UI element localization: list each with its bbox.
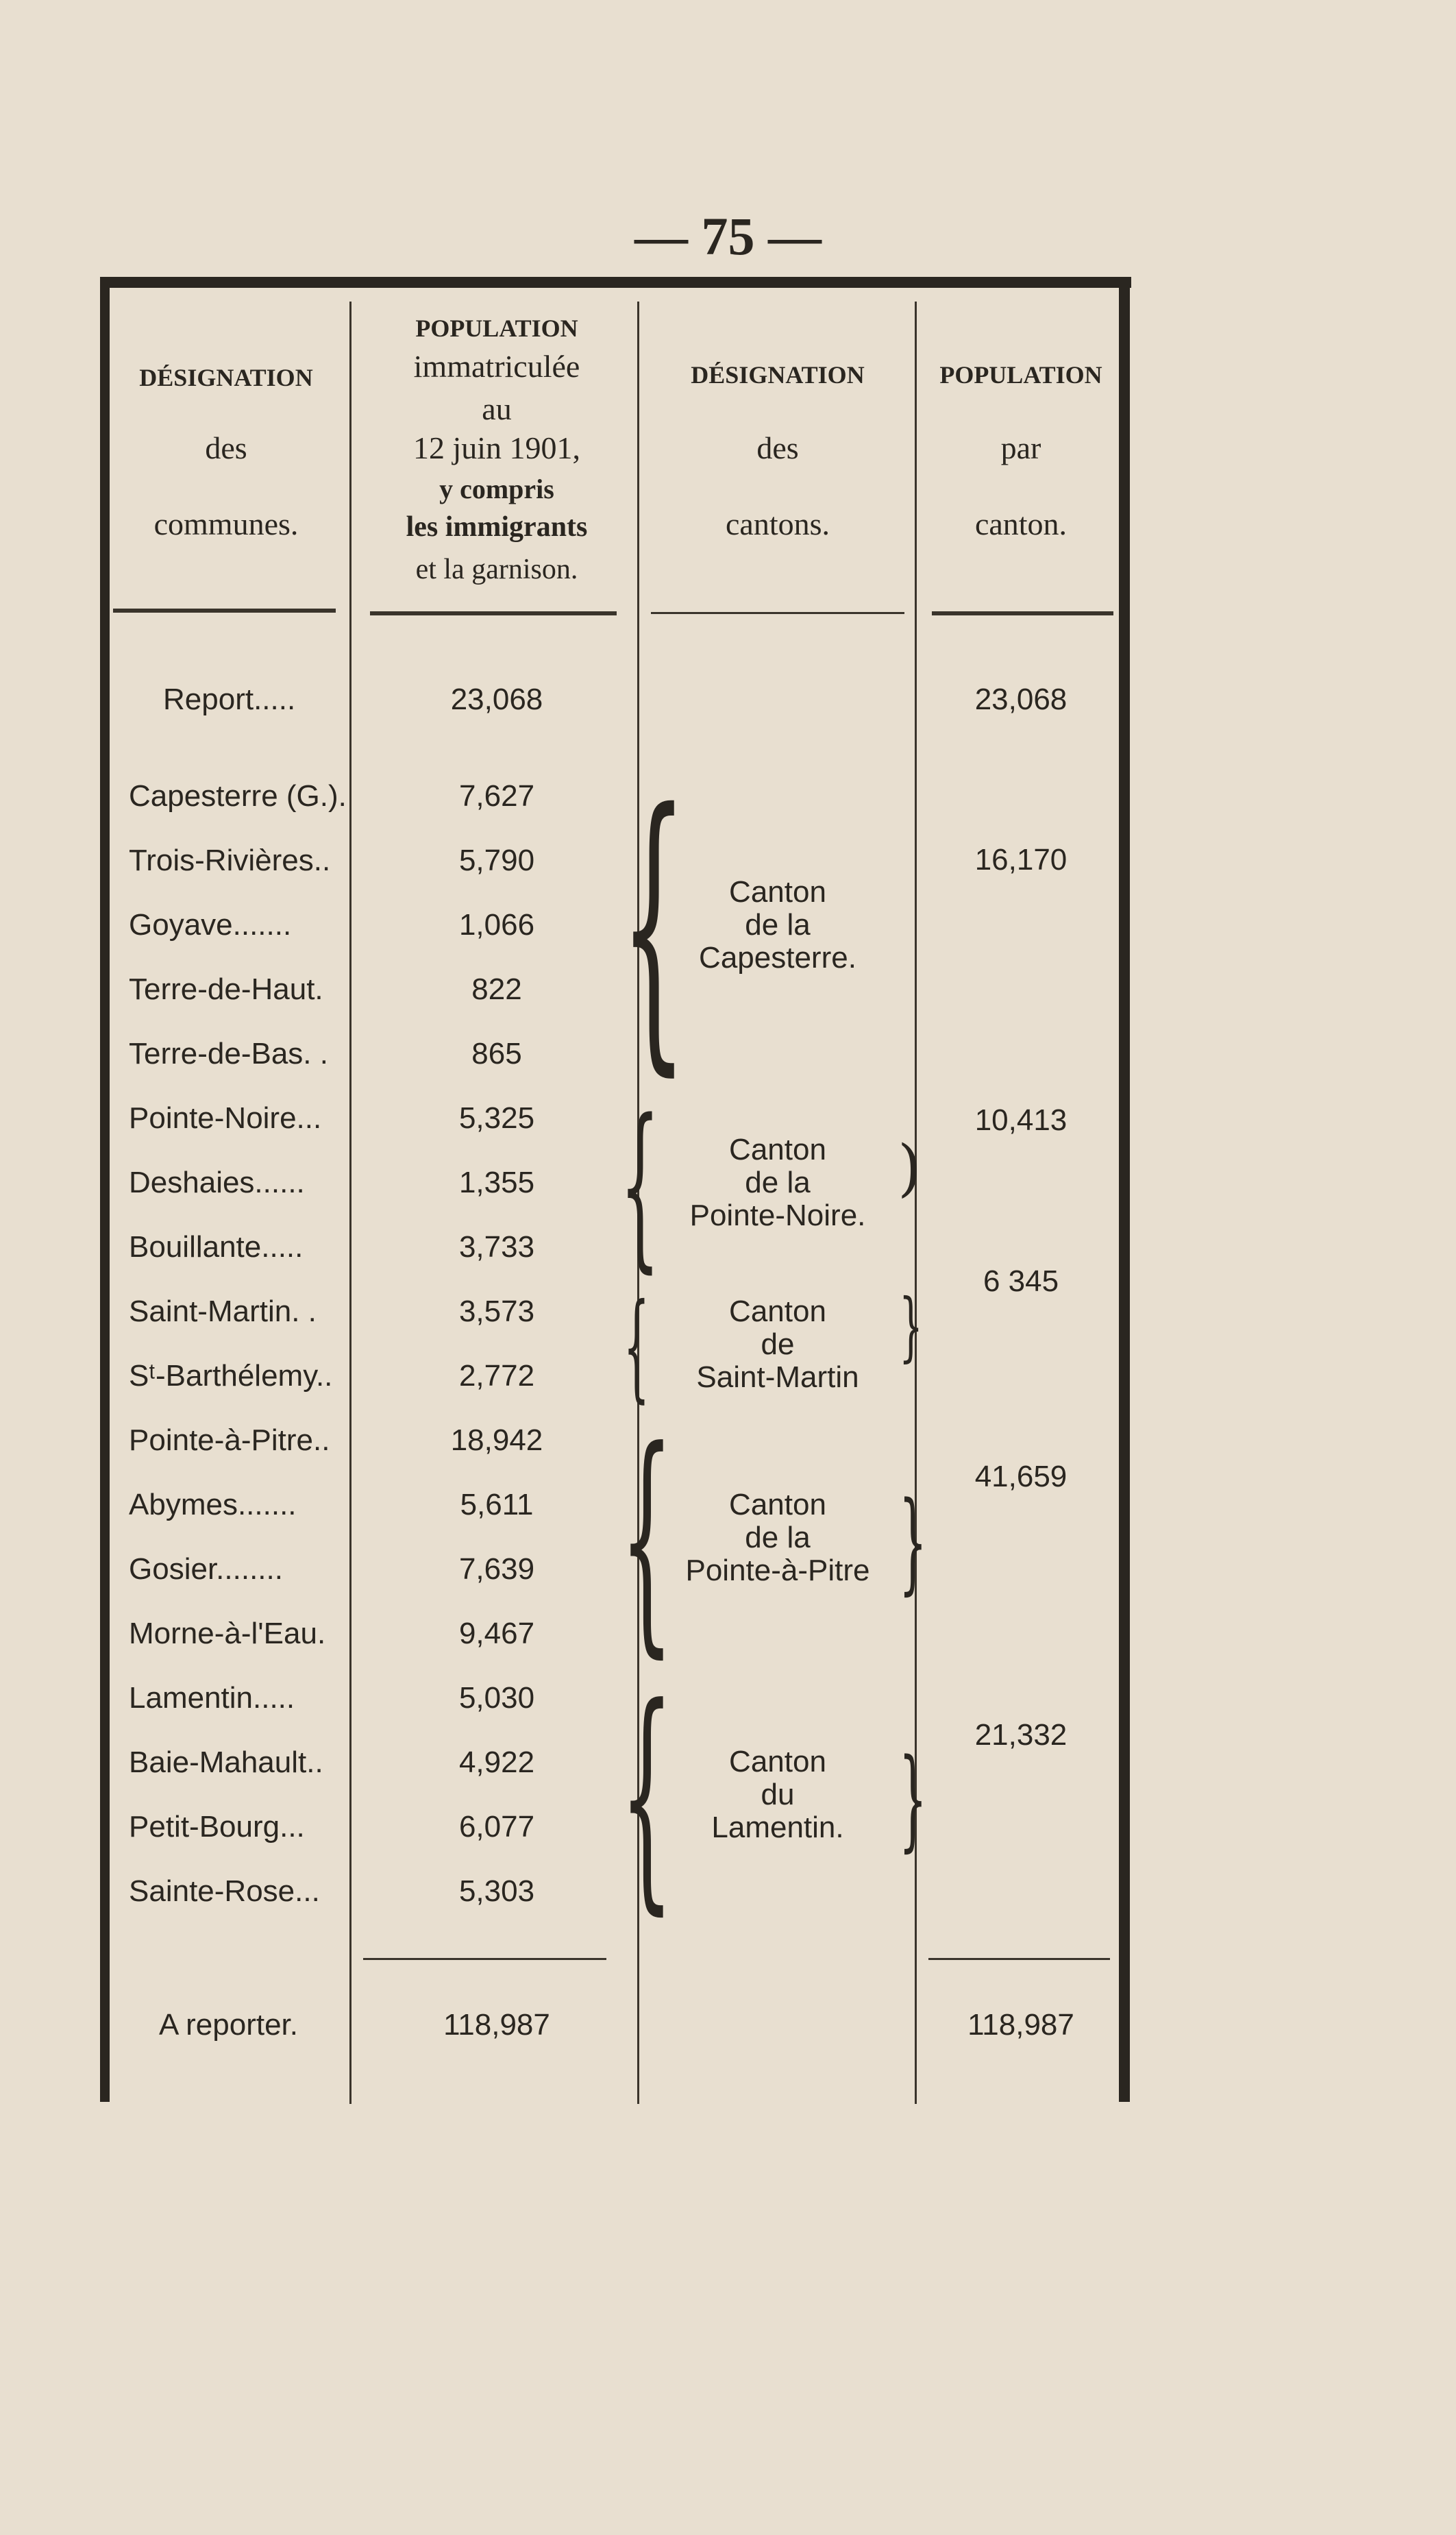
col-header-text: par: [1000, 430, 1041, 465]
table-cell-population: 7,639: [458, 1552, 535, 1586]
canton-label: Saint-Martin: [696, 1360, 859, 1394]
table-cell-population: 865: [471, 1037, 522, 1070]
brace-icon: }: [899, 1478, 927, 1606]
table-cell-population: 822: [471, 972, 522, 1006]
brace-icon: {: [620, 1656, 674, 1935]
table-cell-population: 3,573: [458, 1295, 535, 1328]
col-header-text: y compris: [439, 474, 554, 504]
report-total: 23,068: [974, 683, 1068, 716]
table-cell-population: 5,030: [458, 1681, 535, 1715]
table-row: Goyave.......: [129, 908, 292, 942]
table-cell-population: 5,611: [460, 1488, 534, 1521]
table-row: Baie-Mahault..: [129, 1746, 323, 1779]
col-header-text: les immigrants: [406, 511, 588, 543]
table-row: Petit-Bourg...: [129, 1810, 305, 1844]
table-row: Terre-de-Bas. .: [129, 1037, 328, 1070]
canton-total: 6 345: [983, 1264, 1059, 1298]
col-header-population-canton: POPULATION: [939, 361, 1102, 389]
table-row: Gosier........: [129, 1552, 283, 1586]
brace-icon: {: [620, 750, 687, 1101]
table-row: Bouillante.....: [129, 1230, 304, 1264]
table-row: Terre-de-Haut.: [129, 972, 323, 1006]
col-header-text: des: [756, 430, 799, 465]
col-header-text: canton.: [974, 506, 1068, 541]
col-header-text: 12 juin 1901,: [412, 430, 581, 465]
brace-icon: ): [898, 1132, 922, 1204]
header-rule: [651, 612, 904, 614]
frame-right-border: [1119, 277, 1130, 2102]
footer-total: 118,987: [967, 2008, 1074, 2042]
frame-left-border: [100, 277, 110, 2102]
total-rule: [928, 1958, 1110, 1960]
table-row: Pointe-Noire...: [129, 1101, 322, 1135]
total-rule: [363, 1958, 606, 1960]
table-row: Pointe-à-Pitre..: [129, 1423, 330, 1457]
header-rule: [932, 611, 1113, 615]
canton-label: Canton: [729, 875, 826, 909]
canton-label: de la: [745, 1521, 811, 1554]
table-cell-population: 3,733: [458, 1230, 535, 1264]
canton-label: du: [761, 1778, 795, 1811]
canton-label: Capesterre.: [699, 941, 856, 975]
table-cell-population: 1,066: [458, 908, 535, 942]
canton-label: de la: [745, 908, 811, 942]
col-header-population: POPULATION: [415, 315, 578, 342]
table-row: Lamentin.....: [129, 1681, 295, 1715]
table-row: Abymes.......: [129, 1488, 297, 1521]
footer-value: 118,987: [443, 2008, 550, 2042]
brace-icon: }: [899, 1282, 923, 1370]
canton-label: Pointe-Noire.: [689, 1199, 866, 1232]
table-cell-population: 18,942: [450, 1423, 543, 1457]
canton-label: Canton: [729, 1488, 826, 1521]
canton-label: Lamentin.: [711, 1811, 844, 1844]
col-header-text: cantons.: [725, 506, 830, 541]
table-cell-population: 5,790: [458, 844, 535, 877]
canton-total: 21,332: [974, 1718, 1068, 1752]
col-header-text: immatriculée: [413, 349, 580, 384]
col-header-text: au: [482, 391, 512, 426]
table-cell-population: 6,077: [458, 1810, 535, 1844]
brace-icon: {: [620, 1399, 674, 1678]
brace-icon: }: [899, 1735, 927, 1863]
header-rule: [370, 611, 617, 615]
report-label: Report.....: [163, 683, 296, 716]
table-cell-population: 4,922: [458, 1746, 535, 1779]
canton-label: Canton: [729, 1295, 826, 1328]
canton-label: Canton: [729, 1745, 826, 1778]
brace-icon: {: [624, 1279, 650, 1415]
footer-label: A reporter.: [159, 2008, 299, 2042]
table-cell-population: 5,325: [458, 1101, 535, 1135]
canton-label: Canton: [729, 1133, 826, 1166]
col-header-text: des: [205, 430, 247, 465]
table-cell-population: 2,772: [458, 1359, 535, 1393]
canton-total: 41,659: [974, 1460, 1068, 1493]
col-header-text: communes.: [153, 506, 299, 541]
brace-icon: {: [620, 1082, 660, 1289]
header-rule: [113, 609, 336, 613]
canton-label: de la: [745, 1166, 811, 1199]
col-header-designation-cantons: DÉSIGNATION: [691, 361, 865, 389]
canton-total: 16,170: [974, 843, 1068, 877]
table-row: Trois-Rivières..: [129, 844, 331, 877]
table-row: Sainte-Rose...: [129, 1874, 320, 1908]
col-header-designation-communes: DÉSIGNATION: [139, 364, 313, 391]
canton-total: 10,413: [974, 1103, 1068, 1137]
page-number: — 75 —: [634, 206, 822, 266]
table-cell-population: 1,355: [458, 1166, 535, 1199]
table-row: Morne-à-l'Eau.: [129, 1617, 326, 1650]
col-header-text: et la garnison.: [415, 554, 578, 585]
table-cell-population: 9,467: [458, 1617, 535, 1650]
table-row: Capesterre (G.).: [129, 779, 347, 813]
canton-label: Pointe-à-Pitre: [685, 1554, 870, 1587]
table-cell-population: 5,303: [458, 1874, 535, 1908]
report-value: 23,068: [450, 683, 543, 716]
canton-label: de: [761, 1327, 795, 1361]
table-row: Saint-Martin. .: [129, 1295, 317, 1328]
table-row: Sᵗ-Barthélemy..: [129, 1359, 333, 1393]
frame-top-border: [100, 277, 1131, 288]
table-cell-population: 7,627: [458, 779, 535, 813]
table-row: Deshaies......: [129, 1166, 305, 1199]
